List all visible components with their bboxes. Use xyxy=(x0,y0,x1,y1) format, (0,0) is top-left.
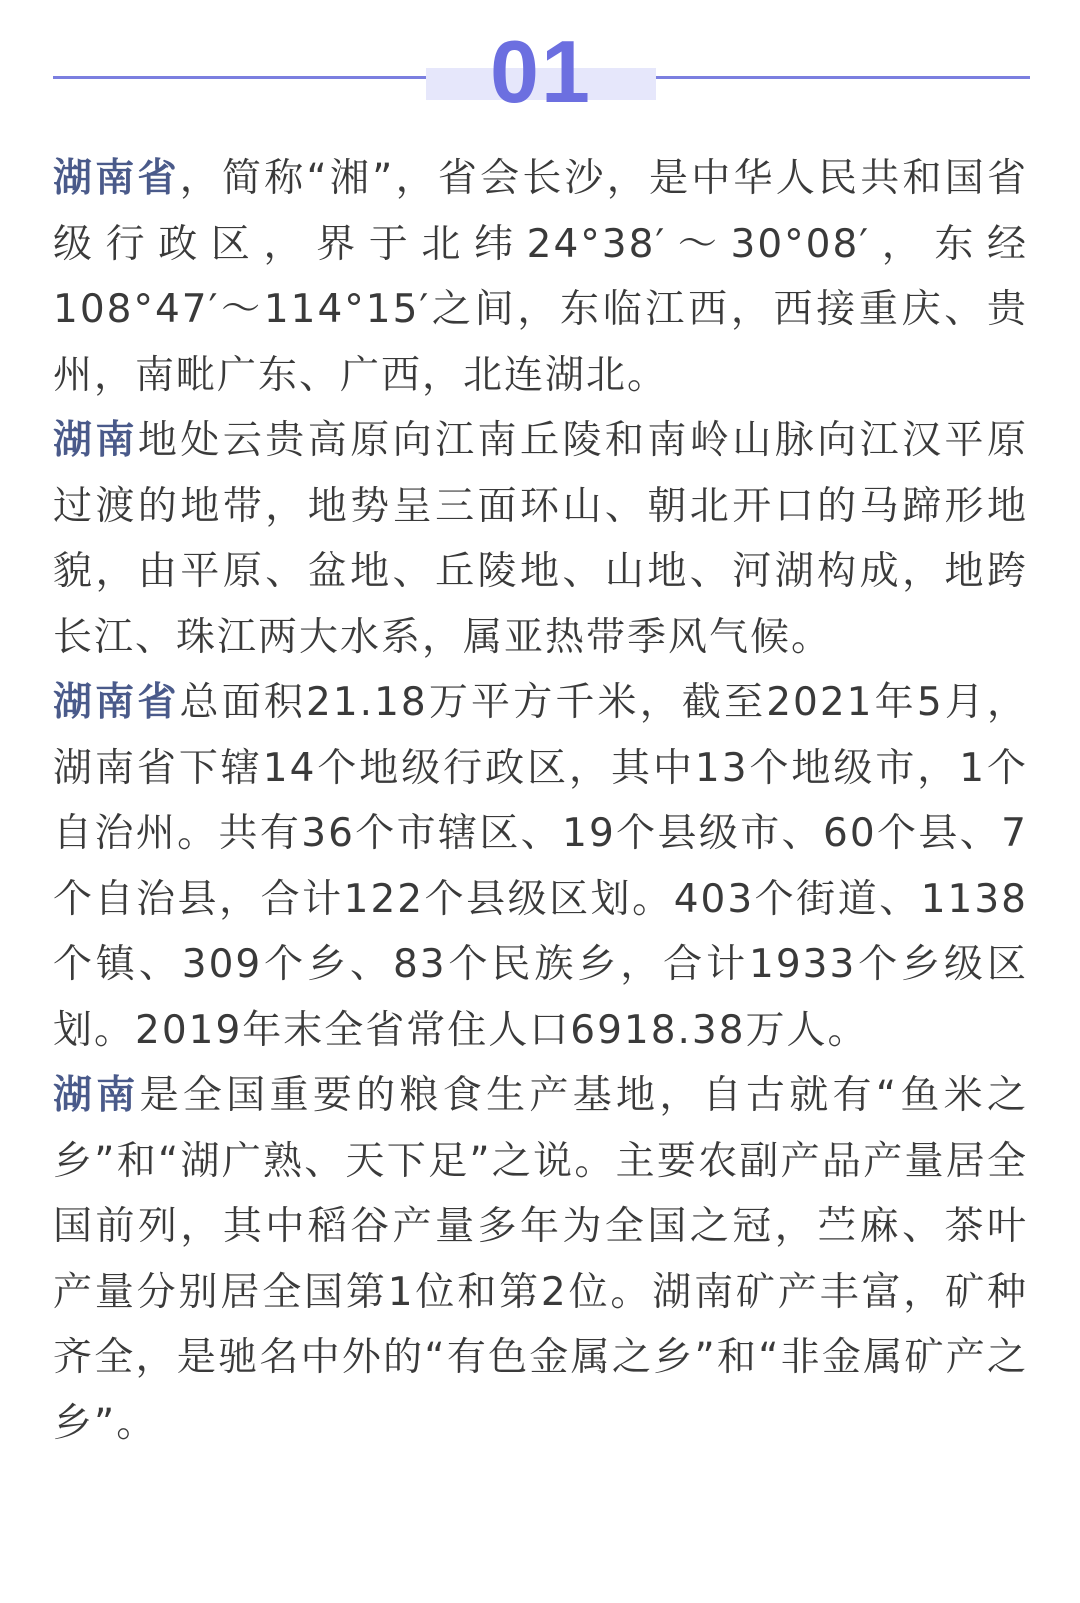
paragraph-economy xyxy=(53,1063,1028,1456)
paragraph-text: ，简称“湘”，省会长沙，是中华人民共和国省级行政区，界于北纬24°38′～30°08′，东经108°47′～114°15′之间，东临江西，西接重庆、贵州，南毗广东、广西，北连湖北。 xyxy=(53,156,1028,398)
section-number-badge xyxy=(426,22,656,122)
paragraph-keyword: 湖南省 xyxy=(53,680,180,725)
section-number: 01 xyxy=(490,22,592,121)
header-rule-left xyxy=(53,76,473,79)
paragraph-administration xyxy=(53,670,1028,1063)
paragraph-keyword: 湖南 xyxy=(53,1073,140,1118)
paragraph-text: 总面积21.18万平方千米，截至2021年5月，湖南省下辖14个地级行政区，其中13个地级市，1个自治州。共有36个市辖区、19个县级市、60个县、7个自治县，合计122个县级区划。403个街道、1138个镇、309个乡、83个民族乡，合计1933个乡级区划。2019年末全省常住人口6918.38万人。 xyxy=(53,680,1028,1053)
paragraph-keyword: 湖南 xyxy=(53,418,138,463)
paragraph-overview xyxy=(53,146,1028,408)
section-header xyxy=(0,0,1080,130)
header-rule-right xyxy=(604,76,1030,79)
paragraph-geography xyxy=(53,408,1028,670)
article-body xyxy=(53,146,1028,1456)
paragraph-text: 地处云贵高原向江南丘陵和南岭山脉向江汉平原过渡的地带，地势呈三面环山、朝北开口的马蹄形地貌，由平原、盆地、丘陵地、山地、河湖构成，地跨长江、珠江两大水系，属亚热带季风气候。 xyxy=(53,418,1028,660)
paragraph-text: 是全国重要的粮食生产基地，自古就有“鱼米之乡”和“湖广熟、天下足”之说。主要农副产品产量居全国前列，其中稻谷产量多年为全国之冠，苎麻、茶叶产量分别居全国第1位和第2位。湖南矿产丰富，矿种齐全，是驰名中外的“有色金属之乡”和“非金属矿产之乡”。 xyxy=(53,1073,1028,1446)
paragraph-keyword: 湖南省 xyxy=(53,156,180,201)
